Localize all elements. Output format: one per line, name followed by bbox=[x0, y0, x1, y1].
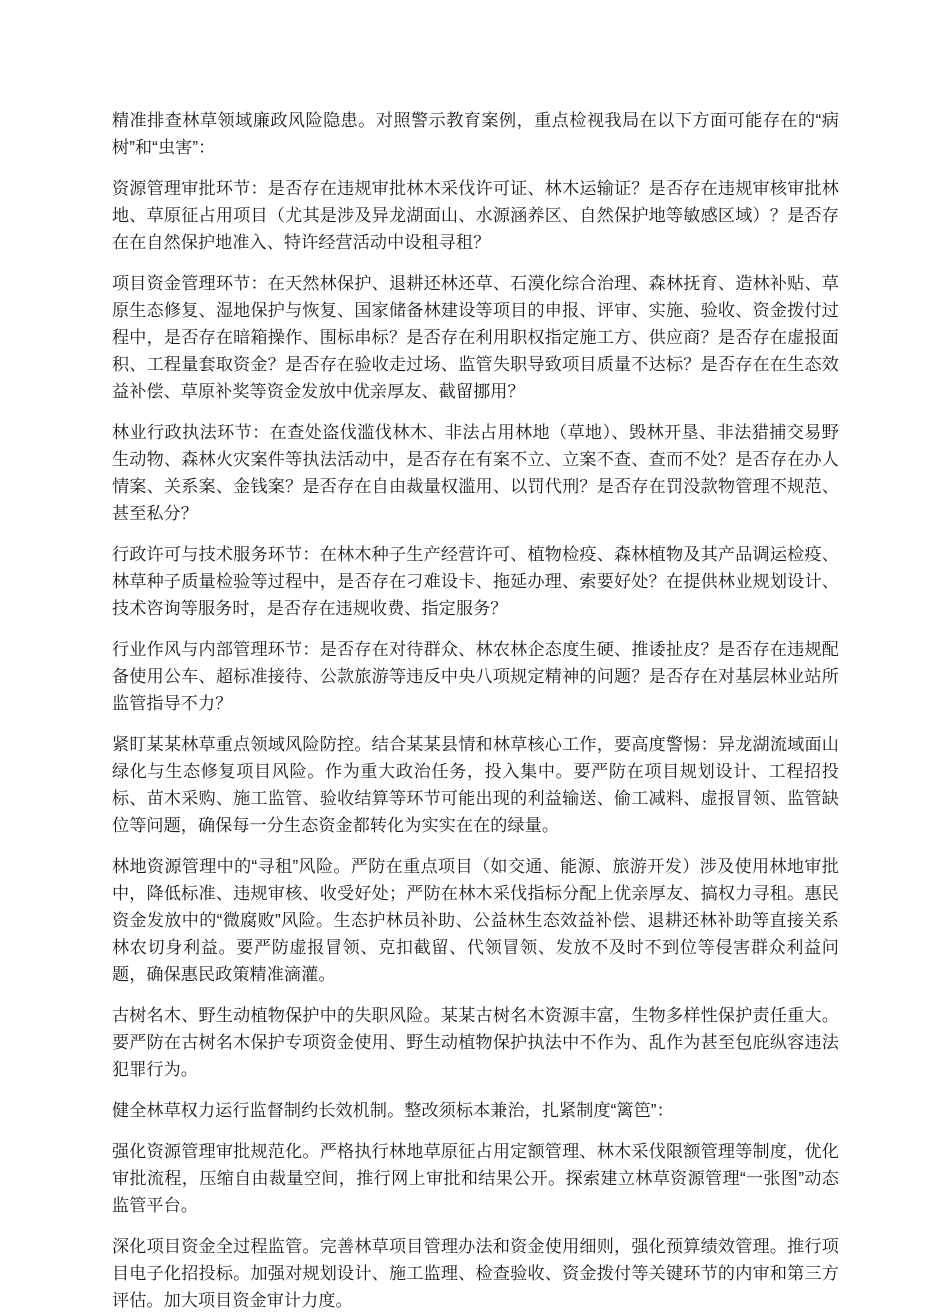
paragraph-resource-approval: 资源管理审批环节：是否存在违规审批林木采伐许可证、林木运输证？是否存在违规审核审批林地、草原征占用项目（尤其是涉及异龙湖面山、水源涵养区、自然保护地等敏感区域）？是否存在在自然保护地准入、特许经营活动中设租寻租？ bbox=[112, 179, 839, 252]
paragraph-rent-seeking-and-micro-corruption: 林地资源管理中的“寻租”风险。严防在重点项目（如交通、能源、旅游开发）涉及使用林地审批中，降低标准、违规审核、收受好处；严防在林木采伐指标分配上优亲厚友、搞权力寻租。惠民资金发放中的“微腐败”风险。生态护林员补助、公益林生态效益补偿、退耕还林补助等直接关系林农切身利益。要严防虚报冒领、克扣截留、代领冒领、发放不及时不到位等侵害群众利益问题，确保惠民政策精准滴灌。 bbox=[112, 857, 839, 984]
paragraph-forestry-law-enforcement: 林业行政执法环节：在查处盗伐滥伐林木、非法占用林地（草地）、毁林开垦、非法猎捕交易野生动物、森林火灾案件等执法活动中，是否存在有案不立、立案不查、查而不处？是否存在办人情案、关系案、金钱案？是否存在自由裁量权滥用、以罚代刑？是否存在罚没款物管理不规范、甚至私分？ bbox=[112, 423, 839, 523]
paragraph-key-area-risk-prevention: 紧盯某某林草重点领域风险防控。结合某某县情和林草核心工作，要高度警惕：异龙湖流域面山绿化与生态修复项目风险。作为重大政治任务，投入集中。要严防在项目规划设计、工程招投标、苗木采购、施工监管、验收结算等环节可能出现的利益输送、偷工减料、虚报冒领、监管缺位等问题，确保每一分生态资金都转化为实实在在的绿量。 bbox=[112, 735, 839, 835]
paragraph-ancient-trees-wildlife-dereliction: 古树名木、野生动植物保护中的失职风险。某某古树名木资源丰富，生物多样性保护责任重大。要严防在古树名木保护专项资金使用、野生动植物保护执法中不作为、乱作为甚至包庇纵容违法犯罪行为。 bbox=[112, 1006, 839, 1079]
paragraph-administrative-permit-service: 行政许可与技术服务环节：在林木种子生产经营许可、植物检疫、森林植物及其产品调运检疫、林草种子质量检验等过程中，是否存在刁难设卡、拖延办理、索要好处？在提供林业规划设计、技术咨询等服务时，是否存在违规收费、指定服务？ bbox=[112, 545, 839, 618]
document-text-body bbox=[112, 107, 839, 1314]
paragraph-industry-conduct-internal-management: 行业作风与内部管理环节：是否存在对待群众、林农林企态度生硬、推诿扯皮？是否存在违规配备使用公车、超标准接待、公款旅游等违反中央八项规定精神的问题？是否存在对基层林业站所监管指导不力？ bbox=[112, 640, 839, 713]
paragraph-standardize-resource-approval: 强化资源管理审批规范化。严格执行林地草原征占用定额管理、林木采伐限额管理等制度，优化审批流程，压缩自由裁量空间，推行网上审批和结果公开。探索建立林草资源管理“一张图”动态监管平台。 bbox=[112, 1142, 839, 1215]
paragraph-project-fund-management: 项目资金管理环节：在天然林保护、退耕还林还草、石漠化综合治理、森林抚育、造林补贴、草原生态修复、湿地保护与恢复、国家储备林建设等项目的申报、评审、实施、验收、资金拨付过程中，是否存在暗箱操作、围标串标？是否存在利用职权指定施工方、供应商？是否存在虚报面积、工程量套取资金？是否存在验收走过场、监管失职导致项目质量不达标？是否存在在生态效益补偿、草原补奖等资金发放中优亲厚友、截留挪用？ bbox=[112, 274, 839, 401]
paragraph-intro-risk-screening: 精准排查林草领域廉政风险隐患。对照警示教育案例，重点检视我局在以下方面可能存在的“病树”和“虫害”： bbox=[112, 111, 839, 157]
paragraph-improve-supervision-mechanism: 健全林草权力运行监督制约长效机制。整改须标本兼治，扎紧制度“篱笆”： bbox=[112, 1101, 674, 1120]
paragraph-deepen-fund-supervision: 深化项目资金全过程监管。完善林草项目管理办法和资金使用细则，强化预算绩效管理。推行项目电子化招投标。加强对规划设计、施工监理、检查验收、资金拨付等关键环节的内审和第三方评估。加大项目资金审计力度。 bbox=[112, 1237, 839, 1310]
